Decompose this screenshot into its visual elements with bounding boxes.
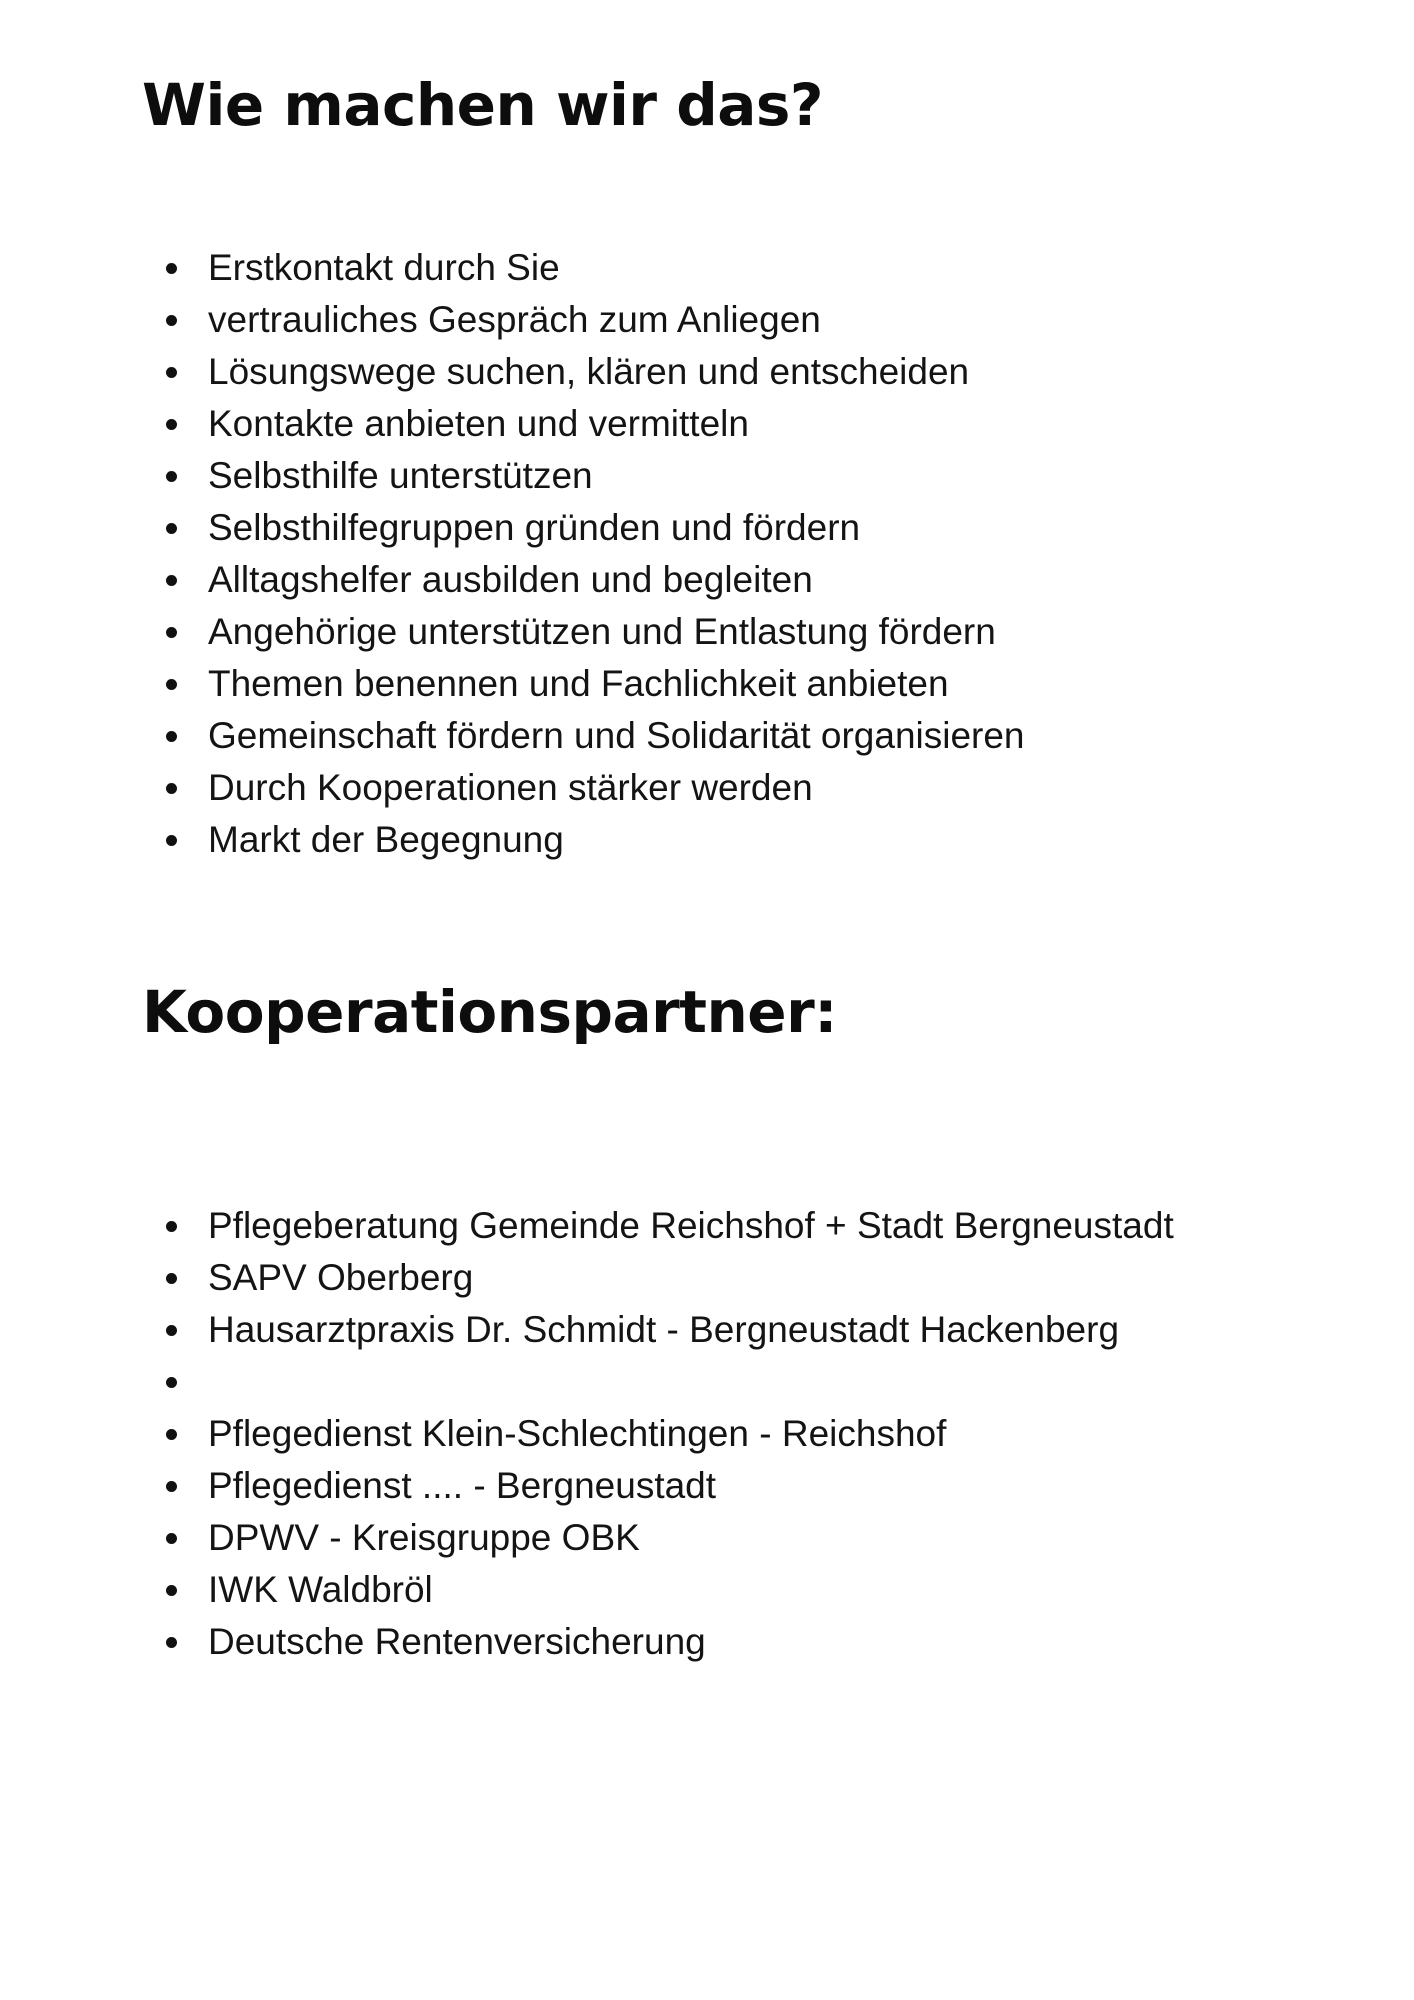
bullet-dot-icon (166, 315, 177, 326)
bullet-dot-icon (166, 523, 177, 534)
list-item (0, 346, 1414, 398)
list-item (0, 1408, 1414, 1460)
list-item-text: Angehörige unterstützen und Entlastung fördern (208, 611, 996, 652)
bullet-dot-icon (166, 1637, 177, 1648)
bullet-dot-icon (166, 783, 177, 794)
list-item-text: DPWV - Kreisgruppe OBK (208, 1517, 640, 1558)
bullet-dot-icon (166, 575, 177, 586)
how-list (0, 242, 1414, 866)
list-item-text: Gemeinschaft fördern und Solidarität organisieren (208, 715, 1025, 756)
bullet-dot-icon (166, 835, 177, 846)
list-item (0, 294, 1414, 346)
list-item (0, 1616, 1414, 1668)
list-item-text: Deutsche Rentenversicherung (208, 1621, 706, 1662)
partners-section (0, 967, 1414, 1668)
list-item (0, 1304, 1414, 1356)
list-item (0, 554, 1414, 606)
list-item-text: Durch Kooperationen stärker werden (208, 767, 813, 808)
how-heading: Wie machen wir das? (142, 71, 824, 139)
list-item-text: SAPV Oberberg (208, 1257, 474, 1298)
list-item (0, 658, 1414, 710)
bullet-dot-icon (166, 471, 177, 482)
bullet-dot-icon (166, 263, 177, 274)
list-item-text: Pflegedienst Klein-Schlechtingen - Reichshof (208, 1413, 947, 1454)
list-item-text: vertrauliches Gespräch zum Anliegen (208, 299, 821, 340)
bullet-dot-icon (166, 1429, 177, 1440)
list-item (0, 814, 1414, 866)
partners-heading: Kooperationspartner: (142, 978, 837, 1046)
list-item-text: Markt der Begegnung (208, 819, 564, 860)
list-item (0, 710, 1414, 762)
list-item-text: Pflegedienst .... - Bergneustadt (208, 1465, 717, 1506)
bullet-dot-icon (166, 731, 177, 742)
list-item (0, 1252, 1414, 1304)
list-item-text: Selbsthilfe unterstützen (208, 455, 593, 496)
bullet-dot-icon (166, 1533, 177, 1544)
list-item-text: Lösungswege suchen, klären und entscheiden (208, 351, 970, 392)
bullet-dot-icon (166, 1325, 177, 1336)
list-item (0, 242, 1414, 294)
list-item (0, 1200, 1414, 1252)
list-item-text: Pflegeberatung Gemeinde Reichshof + Stadt Bergneustadt (208, 1205, 1174, 1246)
list-item (0, 398, 1414, 450)
bullet-dot-icon (166, 419, 177, 430)
list-item-text: IWK Waldbröl (208, 1569, 433, 1610)
list-item-text: Alltagshelfer ausbilden und begleiten (208, 559, 813, 600)
list-item (0, 606, 1414, 658)
list-item-text: Kontakte anbieten und vermitteln (208, 403, 749, 444)
list-item (0, 450, 1414, 502)
bullet-dot-icon (166, 1221, 177, 1232)
partners-list (0, 1200, 1414, 1668)
list-item (0, 1564, 1414, 1616)
list-item-text: Erstkontakt durch Sie (208, 247, 560, 288)
bullet-dot-icon (166, 679, 177, 690)
list-item-empty (0, 1356, 1414, 1408)
list-item (0, 1512, 1414, 1564)
bullet-dot-icon (166, 1585, 177, 1596)
list-item-text: Selbsthilfegruppen gründen und fördern (208, 507, 861, 548)
list-item (0, 502, 1414, 554)
how-section (0, 60, 1414, 866)
bullet-dot-icon (166, 1481, 177, 1492)
list-item (0, 1460, 1414, 1512)
list-item (0, 762, 1414, 814)
bullet-dot-icon (166, 627, 177, 638)
bullet-dot-icon (166, 1377, 177, 1388)
list-item-text: Themen benennen und Fachlichkeit anbieten (208, 663, 949, 704)
list-item-text: Hausarztpraxis Dr. Schmidt - Bergneustadt Hackenberg (208, 1309, 1120, 1350)
bullet-dot-icon (166, 1273, 177, 1284)
bullet-dot-icon (166, 367, 177, 378)
